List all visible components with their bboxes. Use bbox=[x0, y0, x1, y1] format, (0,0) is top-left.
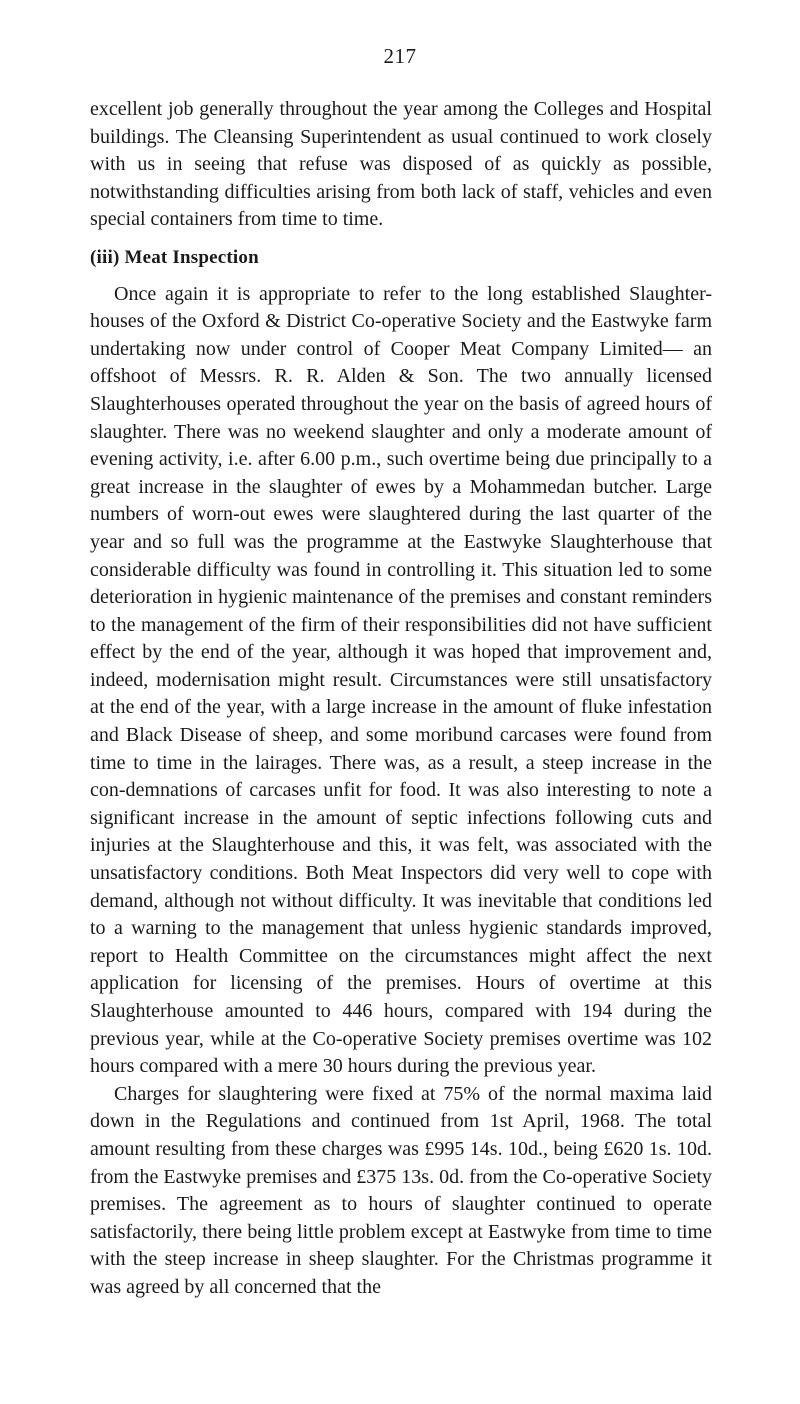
page-body bbox=[90, 96, 712, 1302]
paragraph-meat-inspection-2: Charges for slaughtering were fixed at 75% of the normal maxima laid down in the Regulations and continued from 1st April, 1968. The total amount resulting from these charges was £995 14s. 10d., being £620 1s. 10d. from the Eastwyke premises and £375 13s. 0d. from the Co-operative Society premises. The agreement as to hours of slaughter continued to operate satisfactorily, there being little problem except at Eastwyke from time to time with the steep increase in sheep slaughter. For the Christmas programme it was agreed by all concerned that the bbox=[90, 1082, 712, 1298]
paragraph-continuation: excellent job generally throughout the year among the Colleges and Hospital buildings. The Cleansing Superintendent as usual continued to work closely with us in seeing that refuse was disposed of as quickly as possible, notwithstanding difficulties arising from both lack of staff, vehicles and even special containers from time to time. bbox=[90, 98, 712, 231]
section-heading: (iii) Meat Inspection bbox=[90, 246, 259, 268]
page-number: 217 bbox=[383, 44, 417, 68]
paragraph-meat-inspection-1: Once again it is appropriate to refer to the long established Slaughter-houses of the Oxford & District Co-operative Society and the Eastwyke farm undertaking now under control of Cooper Meat Company Limited— an offshoot of Messrs. R. R. Alden & Son. The two annually licensed Slaughterhouses operated throughout the year on the basis of agreed hours of slaughter. There was no weekend slaughter and only a moderate amount of evening activity, i.e. after 6.00 p.m., such overtime being due principally to a great increase in the slaughter of ewes by a Mohammedan butcher. Large numbers of worn-out ewes were slaughtered during the last quarter of the year and so full was the programme at the Eastwyke Slaughterhouse that considerable difficulty was found in controlling it. This situation led to some deterioration in hygienic maintenance of the premises and constant reminders to the management of the firm of their responsibilities did not have sufficient effect by the end of the year, although it was hoped that improvement and, indeed, modernisation might result. Circumstances were still unsatisfactory at the end of the year, with a large increase in the amount of fluke infestation and Black Disease of sheep, and some moribund carcases were found from time to time in the lairages. There was, as a result, a steep increase in the con-demnations of carcases unfit for food. It was also interesting to note a significant increase in the amount of septic infections following cuts and injuries at the Slaughterhouse and this, it was felt, was associated with the unsatisfactory conditions. Both Meat Inspectors did very well to cope with demand, although not without difficulty. It was inevitable that conditions led to a warning to the management that unless hygienic standards improved, report to Health Committee on the circumstances might affect the next application for licensing of the premises. Hours of overtime at this Slaughterhouse amounted to 446 hours, compared with 194 during the previous year, while at the Co-operative Society premises overtime was 102 hours compared with a mere 30 hours during the previous year. bbox=[90, 282, 712, 1078]
